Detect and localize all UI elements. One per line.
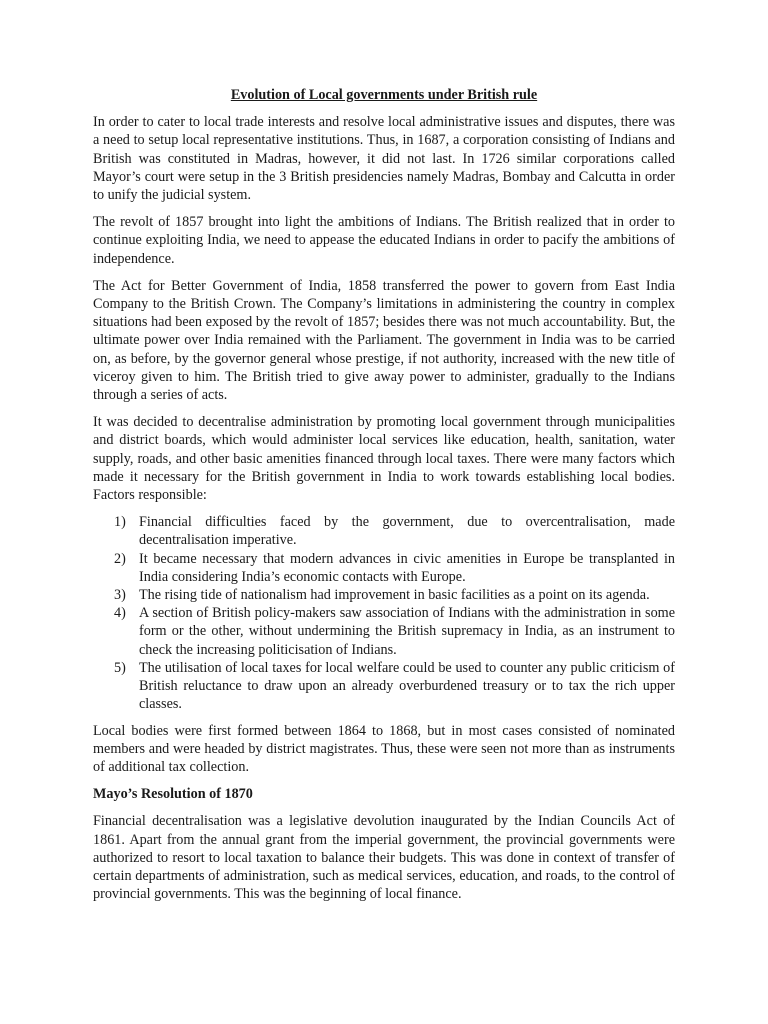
list-item-text: Financial difficulties faced by the government, due to overcentralisation, made decentralisation imperative. bbox=[139, 514, 675, 549]
list-item bbox=[93, 586, 675, 604]
list-item bbox=[93, 659, 675, 714]
list-item bbox=[93, 550, 675, 586]
paragraph-decentralise: It was decided to decentralise administration by promoting local government through municipalities and district boards, which would administer local services like education, health, sanitation, water supply, roads, and other basic amenities financed through local taxes. There were many factors which made it necessary for the British government in India to work towards establishing local bodies. Factors responsible: bbox=[93, 414, 675, 504]
list-number: 4) bbox=[114, 605, 126, 622]
document-title: Evolution of Local governments under British rule bbox=[230, 87, 538, 103]
list-item-text: It became necessary that modern advances in civic amenities in Europe be transplanted in India considering India’s economic contacts with Europe. bbox=[139, 550, 675, 585]
list-number: 1) bbox=[114, 514, 126, 531]
section-heading: Mayo’s Resolution of 1870 bbox=[93, 786, 253, 803]
list-item-text: The utilisation of local taxes for local welfare could be used to counter any public criticism of British reluctance to draw upon an already overburdened treasury or to tax the rich upper classes. bbox=[139, 659, 675, 713]
factors-list bbox=[93, 513, 675, 713]
list-item bbox=[93, 513, 675, 549]
document-page bbox=[93, 86, 675, 912]
list-number: 3) bbox=[114, 587, 126, 604]
list-item bbox=[93, 604, 675, 659]
paragraph-act-1858: The Act for Better Government of India, 1858 transferred the power to govern from East India Company to the British Crown. The Company’s limitations in administering the country in complex situations had been exposed by the revolt of 1857; besides there was not much accountability. But, the ultimate power over India remained with the Parliament. The government in India was to be carried on, as before, by the governor general whose prestige, if not authority, increased with the new title of viceroy given to him. The British tried to give away power to administer, gradually to the Indians through a series of acts. bbox=[93, 277, 675, 404]
list-item-text: The rising tide of nationalism had improvement in basic facilities as a point on its agenda. bbox=[139, 587, 650, 604]
paragraph-revolt-1857: The revolt of 1857 brought into light the ambitions of Indians. The British realized that in order to continue exploiting India, we need to appease the educated Indians in order to pacify the ambitions of independence. bbox=[93, 214, 675, 267]
list-number: 2) bbox=[114, 550, 126, 567]
paragraph-financial-decentralisation: Financial decentralisation was a legislative devolution inaugurated by the Indian Councils Act of 1861. Apart from the annual grant from the imperial government, the provincial governments were authorized to resort to local taxation to balance their budgets. This was done in context of transfer of certain departments of administration, such as medical services, education, and roads, to the control of provincial governments. This was the beginning of local finance. bbox=[93, 813, 675, 903]
paragraph-mayors-court: In order to cater to local trade interests and resolve local administrative issues and disputes, there was a need to setup local representative institutions. Thus, in 1687, a corporation consisting of Indians and British was constituted in Madras, however, it did not last. In 1726 similar corporations called Mayor’s court were setup in the 3 British presidencies namely Madras, Bombay and Calcutta in order to unify the judicial system. bbox=[93, 114, 675, 204]
list-item-text: A section of British policy-makers saw association of Indians with the administration in some form or the other, without undermining the British supremacy in India, as an instrument to check the increasing politicisation of Indians. bbox=[139, 605, 675, 658]
paragraph-local-bodies: Local bodies were first formed between 1864 to 1868, but in most cases consisted of nominated members and were headed by district magistrates. Thus, these were seen not more than as instruments of additional tax collection. bbox=[93, 722, 675, 775]
list-number: 5) bbox=[114, 659, 126, 676]
